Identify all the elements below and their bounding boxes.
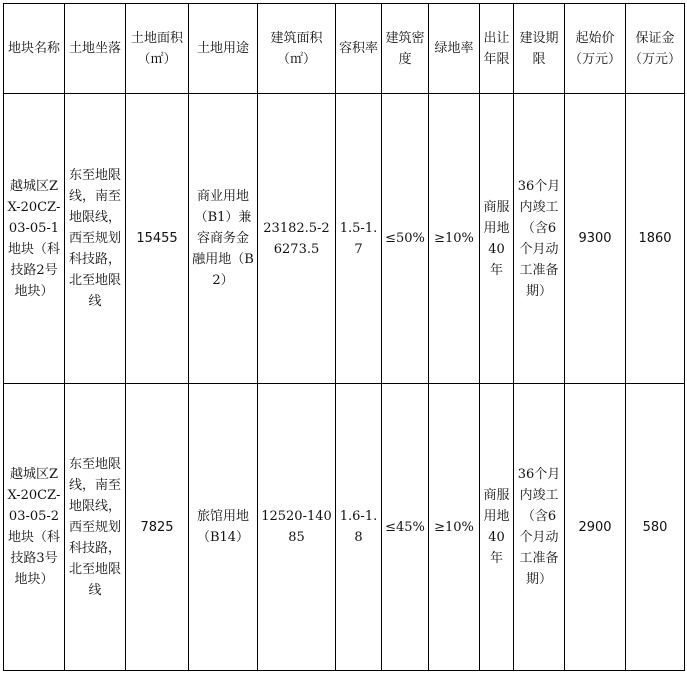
cell-location: 东至地限线，南至地限线，西至规划科技路，北至地限线: [65, 384, 126, 671]
header-row: [4, 4, 685, 94]
cell-plot-name: 越城区ZX-20CZ-03-05-1地块（科技路2号地块）: [4, 94, 65, 384]
cell-plot-ratio: 1.6-1.8: [336, 384, 382, 671]
header-area: 土地面积（㎡）: [126, 4, 189, 94]
cell-use: 商业用地（B1）兼容商务金融用地（B2）: [189, 94, 258, 384]
cell-use: 旅馆用地（B14）: [189, 384, 258, 671]
header-density: 建筑密度: [382, 4, 429, 94]
cell-density: ≤45%: [382, 384, 429, 671]
cell-building-area: 12520-14085: [258, 384, 336, 671]
cell-deposit: 1860: [626, 94, 685, 384]
cell-construction-period: 36个月内竣工（含6个月动工准备期）: [514, 384, 565, 671]
header-term: 出让年限: [480, 4, 514, 94]
header-plot-name: 地块名称: [4, 4, 65, 94]
table-row: [4, 384, 685, 671]
cell-green-ratio: ≥10%: [429, 384, 480, 671]
cell-green-ratio: ≥10%: [429, 94, 480, 384]
cell-location: 东至地限线，南至地限线，西至规划科技路，北至地限线: [65, 94, 126, 384]
land-parcel-table: [3, 3, 685, 671]
header-deposit: 保证金（万元）: [626, 4, 685, 94]
cell-deposit: 580: [626, 384, 685, 671]
header-starting-price: 起始价（万元）: [565, 4, 626, 94]
header-location: 土地坐落: [65, 4, 126, 94]
table-row: [4, 94, 685, 384]
header-use: 土地用途: [189, 4, 258, 94]
land-auction-table-container: [3, 3, 685, 671]
cell-plot-ratio: 1.5-1.7: [336, 94, 382, 384]
header-green-ratio: 绿地率: [429, 4, 480, 94]
cell-building-area: 23182.5-26273.5: [258, 94, 336, 384]
cell-area: 15455: [126, 94, 189, 384]
cell-construction-period: 36个月内竣工（含6个月动工准备期）: [514, 94, 565, 384]
cell-term: 商服用地40年: [480, 94, 514, 384]
cell-area: 7825: [126, 384, 189, 671]
header-building-area: 建筑面积（㎡）: [258, 4, 336, 94]
header-construction-period: 建设期限: [514, 4, 565, 94]
cell-term: 商服用地40年: [480, 384, 514, 671]
header-plot-ratio: 容积率: [336, 4, 382, 94]
cell-starting-price: 2900: [565, 384, 626, 671]
cell-plot-name: 越城区ZX-20CZ-03-05-2地块（科技路3号地块）: [4, 384, 65, 671]
cell-starting-price: 9300: [565, 94, 626, 384]
cell-density: ≤50%: [382, 94, 429, 384]
